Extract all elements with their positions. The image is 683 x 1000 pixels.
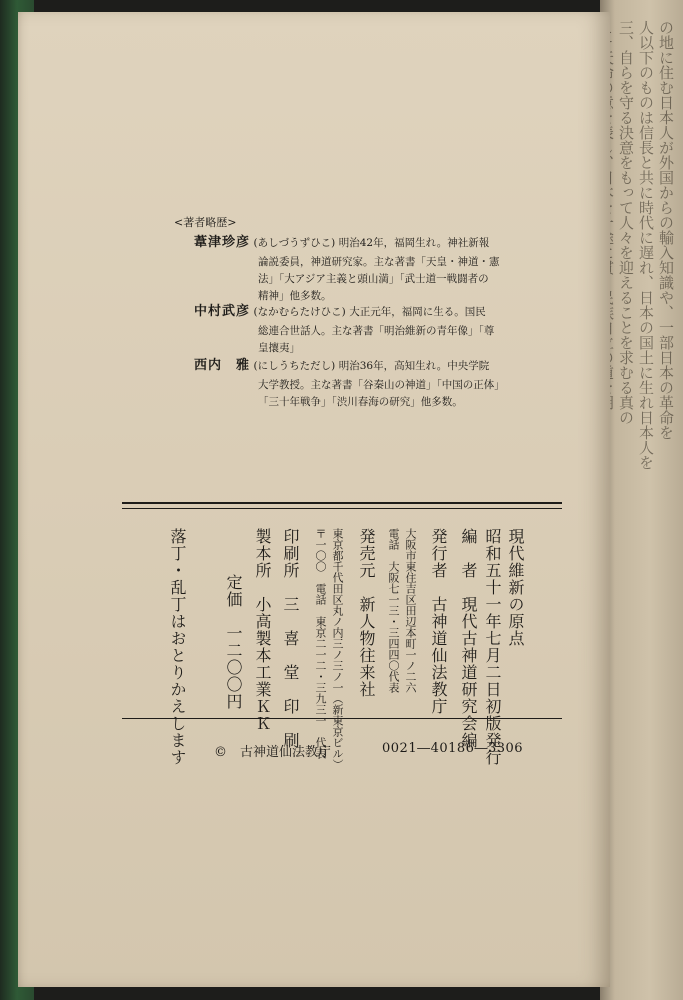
- colophon-rule-thick: [122, 502, 562, 504]
- author-reading: (あしづうずひこ): [253, 237, 336, 249]
- author-reading: (にしうちただし): [253, 360, 336, 372]
- publisher-name: 古神道仙法教庁: [429, 596, 448, 715]
- editor-label: 編 者: [459, 528, 478, 579]
- author-bio-line: 「三十年戦争」「渋川春海の研究」他多数。: [258, 396, 463, 408]
- facing-page-column: の地に住む日本人が外国からの輸入知識や、一部日本の革命を: [657, 20, 675, 440]
- author-bio-line: 総連合世話人。主な著書「明治維新の青年像」「尊: [258, 325, 495, 337]
- binder-line: [251, 528, 274, 732]
- author-entry: [194, 234, 489, 252]
- author-name: 西内 雅: [194, 358, 251, 373]
- printer-line: [279, 528, 302, 749]
- publication-date: 昭和五十一年七月二日初版発行: [483, 528, 502, 766]
- author-entry: [194, 303, 486, 321]
- distributor-address: 東京都千代田区丸ノ内三ノ三ノ一（新東京ビル）: [331, 528, 344, 770]
- author-bio-line: 明治36年，高知生れ。中央学院: [338, 360, 490, 372]
- distributor-phone: 〒一〇〇 電話 東京二一二・三九三一 代表: [314, 528, 327, 759]
- printer-name: 三 喜 堂 印 刷: [281, 596, 300, 749]
- author-name: 中村武彦: [194, 304, 251, 319]
- book-title: 現代維新の原点: [506, 528, 525, 647]
- book-code: 0021―40186―3306: [382, 741, 524, 756]
- publisher-label: 発行者: [429, 528, 448, 579]
- facing-page-column: 三、自らを守る決意をもって人々を迎えることを求むる真の: [617, 20, 635, 425]
- author-bio-line: 法」「大アジア主義と頭山満」「武士道一戦闘者の: [258, 273, 489, 285]
- author-entry: [194, 357, 489, 375]
- binder-label: 製本所: [253, 528, 272, 579]
- editor-line: [457, 528, 480, 749]
- distributor-label: 発売元: [357, 528, 376, 579]
- colophon-rule-thin: [122, 508, 562, 509]
- editor-name: 現代古神道研究会編: [459, 596, 478, 749]
- copyright-line: © 古神道仙法教庁: [214, 745, 332, 760]
- author-bio-heading: <著者略歴>: [174, 216, 237, 229]
- publisher-address: 大阪市東住吉区田辺本町一ノ二六: [404, 528, 417, 693]
- colophon-page: [18, 12, 610, 987]
- price-label: 定価: [224, 574, 243, 608]
- price-line: [222, 574, 245, 710]
- author-bio-line: 精神」他多数。: [258, 290, 332, 302]
- price-value: 一二〇〇円: [224, 625, 243, 710]
- binder-name: 小高製本工業ＫＫ: [253, 596, 272, 732]
- colophon-rule-bottom: [122, 718, 562, 719]
- facing-page: [600, 0, 683, 1000]
- author-bio-line: 論説委員，神道研究家。主な著書「天皇・神道・憲: [258, 256, 500, 268]
- facing-page-column: 人以下のものは信長と共に時代に遅れ、日本の国土に生れ日本人を: [637, 20, 655, 470]
- distributor-name: 新人物往来社: [357, 596, 376, 698]
- author-bio-line: 大正元年，福岡に生る。国民: [349, 306, 486, 318]
- printer-label: 印刷所: [281, 528, 300, 579]
- distributor-line: [355, 528, 378, 698]
- author-bio-line: 明治42年，福岡生れ。神社新報: [338, 237, 490, 249]
- replacement-notice: 落丁・乱丁はおとりかえします: [168, 528, 187, 766]
- author-bio-line: 大学教授。主な著書「谷秦山の神道」「中国の正体」: [258, 379, 505, 391]
- author-name: 葦津珍彦: [194, 235, 251, 250]
- author-bio-line: 皇攘夷」: [258, 342, 300, 354]
- publisher-phone: 電話 大阪七一三・三四四〇代表: [387, 528, 400, 693]
- publisher-line: [427, 528, 450, 715]
- author-reading: (なかむらたけひこ): [253, 306, 346, 318]
